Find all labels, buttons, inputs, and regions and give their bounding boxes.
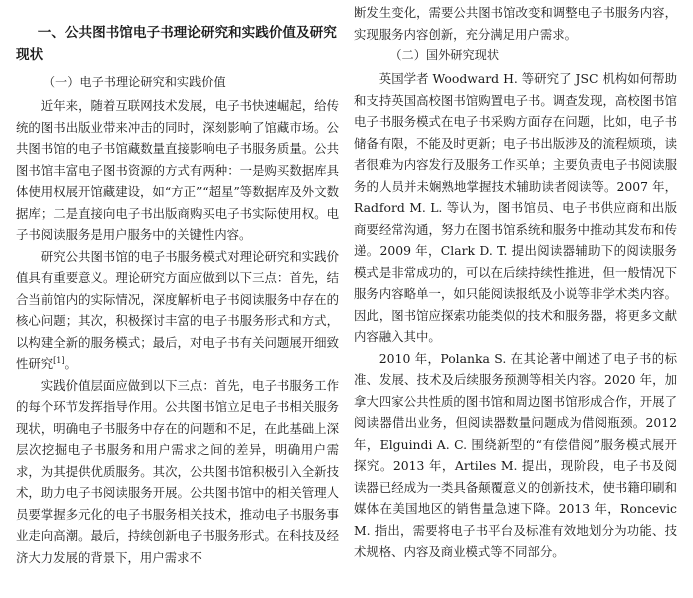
paragraph-continuation: 断发生变化，需要公共图书馆改变和调整电子书服务内容，实现服务内容创新，充分满足用户需求。	[354, 5, 677, 42]
paragraph-foreign-research-2: 2010 年，Polanka S. 在其论著中阐述了电子书的标准、发展、技术及后续服务预测等相关内容。2020 年，加拿大四家公共性质的图书馆和周边图书馆形成合作，开展了阅读器借出业务，但阅读器数量问题成为借阅瓶颈。2012 年，Elguindi A. C. 围绕新型的“有偿借阅”服务模式展开探究。2013 年，Artiles M. 提出，现阶段，电子书及阅读器已经成为一类具备颠覆意义的创新技术，使书籍印刷和媒体在美国地区的销售量急速下降。2013 年，Roncevic M. 指出，需要将电子书平台及标准有效地划分为功能、技术规格、内容及商业模式等不同部分。	[354, 350, 677, 559]
paragraph-theory-research	[16, 246, 339, 375]
paragraph-theory-text: 研究公共图书馆的电子书服务模式对理论研究和实践价值具有重要意义。理论研究方面应做到以下三点：首先，结合当前馆内的实际情况，深度解析电子书阅读服务中存在的核心问题；其次，积极探讨丰富的电子书服务形式和方式，以构建全新的服务模式；最后，对电子书有关问题展开细致性研究	[16, 248, 339, 371]
left-column	[16, 2, 339, 568]
paragraph-practice-value: 实践价值层面应做到以下三点：首先，电子书服务工作的每个环节发挥指导作用。公共图书馆立足电子书相关服务现状，明确电子书服务中存在的问题和不足，在此基础上深层次挖掘电子书服务和用户需求之间的差异，明确用户需求，为其提供优质服务。其次，公共图书馆积极引入全新技术，助力电子书阅读服务开展。公共图书馆中的相关管理人员要掌握多元化的电子书服务相关技术，推动电子书服务事业走向高潮。最后，持续创新电子书服务形式。在科技及经济大力发展的背景下，用户需求不	[16, 377, 339, 565]
right-column	[354, 2, 677, 563]
section-heading: 一、公共图书馆电子书理论研究和实践价值及研究现状	[16, 25, 337, 63]
paragraph-ebook-rise: 近年来，随着互联网技术发展，电子书快速崛起，给传统的图书出版业带来冲击的同时，深刻影响了馆藏市场。公共图书馆的电子书馆藏数量直接影响电子书服务质量。公共图书馆丰富电子图书资源的方式有两种：一是购买数据库具体使用权展开馆藏建设，如“方正”“超星”等数据库及外文数据库；二是直接向电子书出版商购买电子书实际使用权。电子书阅读服务是用户服务中的关键性内容。	[16, 98, 339, 242]
subsection-heading-theory: （一）电子书理论研究和实践价值	[42, 75, 226, 89]
subsection-heading-foreign: （二）国外研究现状	[389, 48, 500, 62]
citation-ref: [1]	[53, 355, 65, 365]
paragraph-theory-end: 。	[64, 356, 77, 371]
paragraph-foreign-research-1: 英国学者 Woodward H. 等研究了 JSC 机构如何帮助和支持英国高校图书馆购置电子书。调查发现，高校图书馆电子书服务模式在电子书采购方面存在问题，比如，电子书储备有限，不能及时更新；电子书出版涉及的流程烦琐，读者很难为内容发行及服务工作买单；主要负责电子书阅读服务的人员并未娴熟地掌握技术辅助读者阅读等。2007 年，Radford M. L. 等认为，图书馆员、电子书供应商和出版商要经常沟通，努力在图书馆系统和服务中推动其发布和传递。2009 年，Clark D. T. 提出阅读器辅助下的阅读服务模式是非常成功的，可以在后续持续性推进，但一般情况下服务内容略单一，如只能阅读报纸及小说等非学术类内容。因此，图书馆应探索功能类似的技术和服务器，将更多文献内容融入其中。	[354, 71, 677, 344]
